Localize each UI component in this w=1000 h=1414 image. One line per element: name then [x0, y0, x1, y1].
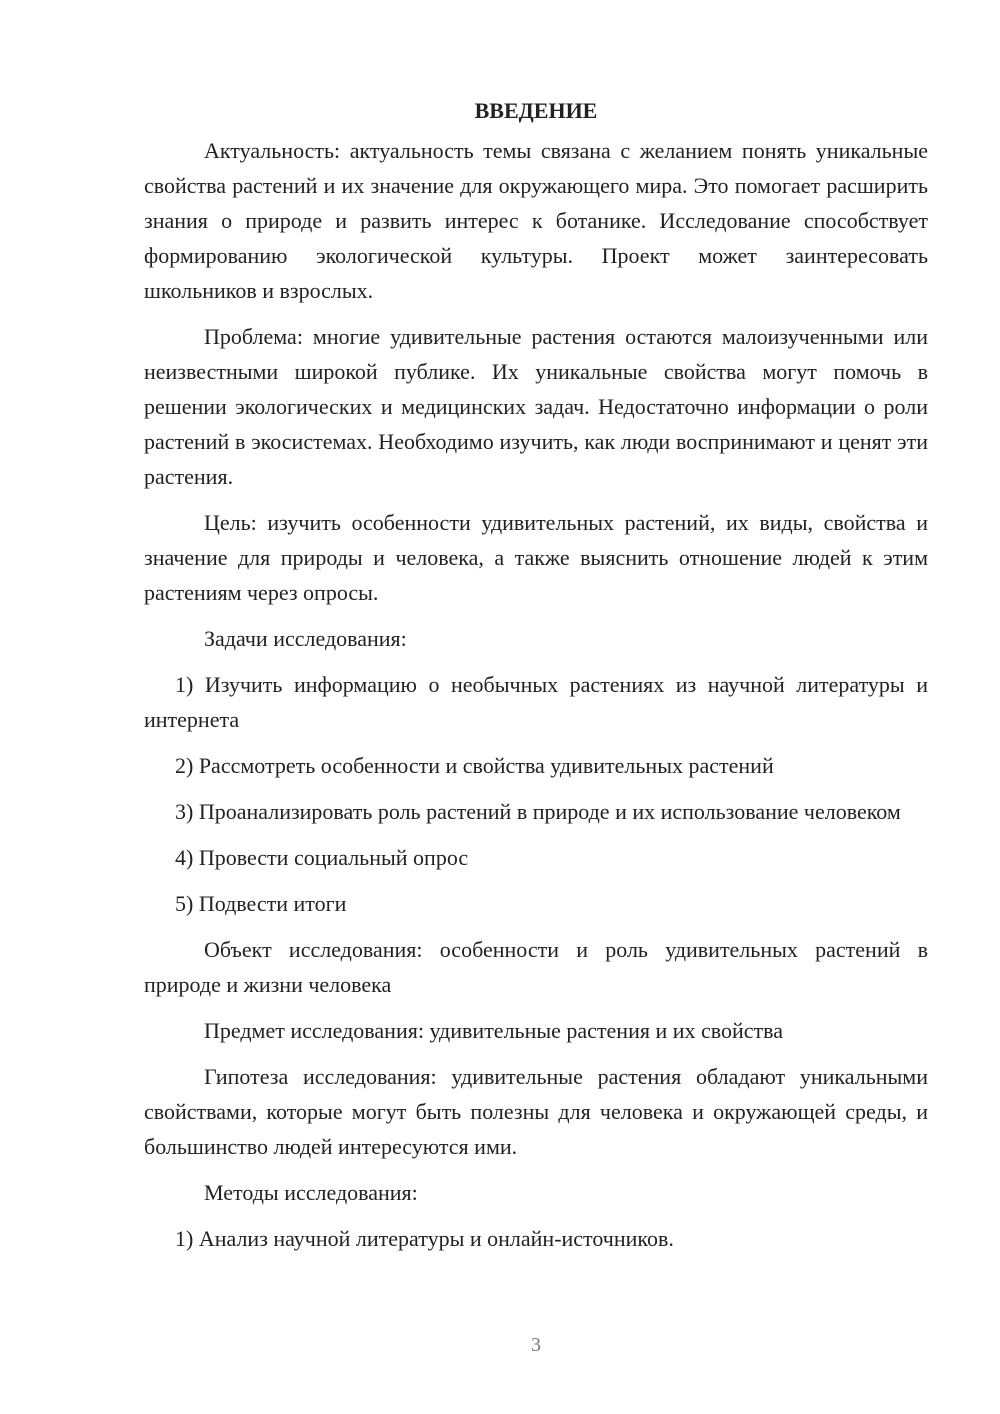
page-title: ВВЕДЕНИЕ [474, 98, 598, 123]
method-item: 1) Анализ научной литературы и онлайн-источников. [175, 1226, 674, 1251]
paragraph-relevance: Актуальность: актуальность темы связана с желанием понять уникальные свойства растений и их значение для окружающего мира. Это помогает расширить знания о природе и развить интерес к ботанике. Исследование способствует формированию экологической культуры. Проект может заинтересовать школьников и взрослых. [144, 138, 928, 303]
task-item: 4) Провести социальный опрос [175, 845, 469, 870]
paragraph-object: Объект исследования: особенности и роль удивительных растений в природе и жизни человека [144, 937, 928, 997]
paragraph-subject: Предмет исследования: удивительные растения и их свойства [204, 1018, 784, 1043]
task-item: 5) Подвести итоги [175, 891, 347, 916]
paragraph-goal: Цель: изучить особенности удивительных растений, их виды, свойства и значение для природы и человека, а также выяснить отношение людей к этим растениям через опросы. [144, 510, 928, 605]
paragraph-problem: Проблема: многие удивительные растения остаются малоизученными или неизвестными широкой публике. Их уникальные свойства могут помочь в решении экологических и медицинских задач. Недостаточно информации о роли растений в экосистемах. Необходимо изучить, как люди воспринимают и ценят эти растения. [144, 324, 928, 489]
paragraph-hypothesis: Гипотеза исследования: удивительные растения обладают уникальными свойствами, которые могут быть полезны для человека и окружающей среды, и большинство людей интересуются ими. [144, 1064, 928, 1159]
page-number: 3 [531, 1334, 541, 1356]
task-item: 3) Проанализировать роль растений в природе и их использование человеком [175, 799, 901, 824]
document-page [144, 94, 928, 1267]
tasks-title: Задачи исследования: [204, 626, 407, 651]
task-item: 1) Изучить информацию о необычных растениях из научной литературы и интернета [144, 672, 928, 732]
task-item: 2) Рассмотреть особенности и свойства удивительных растений [175, 753, 774, 778]
methods-title: Методы исследования: [204, 1180, 418, 1205]
